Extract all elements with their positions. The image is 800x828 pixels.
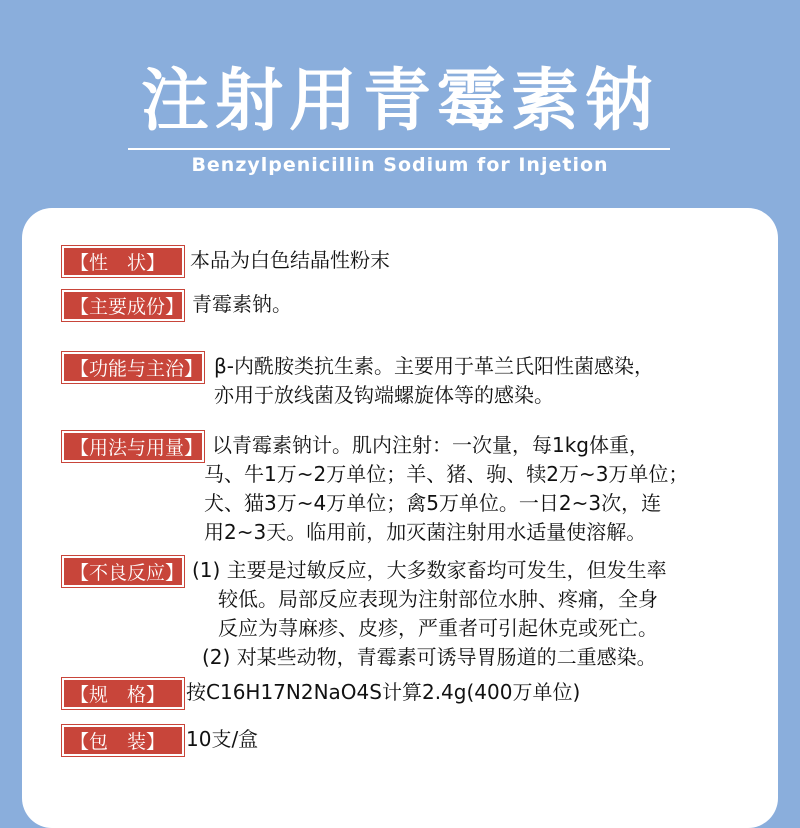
text-line: 犬、猫3万~4万单位；禽5万单位。一日2~3次，连: [204, 491, 662, 515]
section-text: [214, 352, 654, 410]
text-line: 本品为白色结晶性粉末: [190, 248, 390, 272]
section-text: [190, 246, 390, 275]
text-line: 反应为荨麻疹、皮疹，严重者可引起休克或死亡。: [218, 616, 658, 640]
section-text: [212, 431, 649, 460]
section-text: [192, 556, 667, 672]
title-divider: [128, 148, 670, 150]
text-line: 较低。局部反应表现为注射部位水肿、疼痛，全身: [218, 587, 658, 611]
section-text: [186, 725, 258, 754]
section-label: 【功能与主治】: [62, 352, 204, 383]
text-line: 以青霉素钠计。肌内注射：一次量，每1kg体重，: [212, 433, 650, 457]
text-line: (2) 对某些动物，青霉素可诱导胃肠道的二重感染。: [202, 645, 657, 669]
text-line: (1) 主要是过敏反应，大多数家畜均可发生，但发生率: [192, 558, 667, 582]
text-line: 按C16H17N2NaO4S计算2.4g(400万单位): [186, 680, 581, 704]
section-label: 【不良反应】: [62, 556, 184, 587]
section-label: 【包 装】: [62, 725, 184, 756]
section-label: 【规 格】: [62, 678, 184, 709]
section-label: 【性 状】: [62, 246, 184, 277]
section-text: [192, 290, 292, 319]
text-line: 用2~3天。临用前，加灭菌注射用水适量使溶解。: [204, 520, 647, 544]
text-line: 亦用于放线菌及钩端螺旋体等的感染。: [214, 383, 554, 407]
section-label: 【用法与用量】: [62, 431, 204, 462]
text-line: 青霉素钠。: [192, 292, 292, 316]
section-text: [186, 678, 580, 707]
text-line: 马、牛1万~2万单位；羊、猪、驹、犊2万~3万单位；: [204, 462, 689, 486]
text-line: β-内酰胺类抗生素。主要用于革兰氏阳性菌感染，: [214, 354, 654, 378]
text-line: 10支/盒: [186, 727, 259, 751]
product-title: 注射用青霉素钠: [140, 62, 659, 141]
product-subtitle: Benzylpenicillin Sodium for Injetion: [191, 154, 609, 176]
section-text-continued: [204, 460, 688, 547]
section-label: 【主要成份】: [62, 290, 184, 321]
